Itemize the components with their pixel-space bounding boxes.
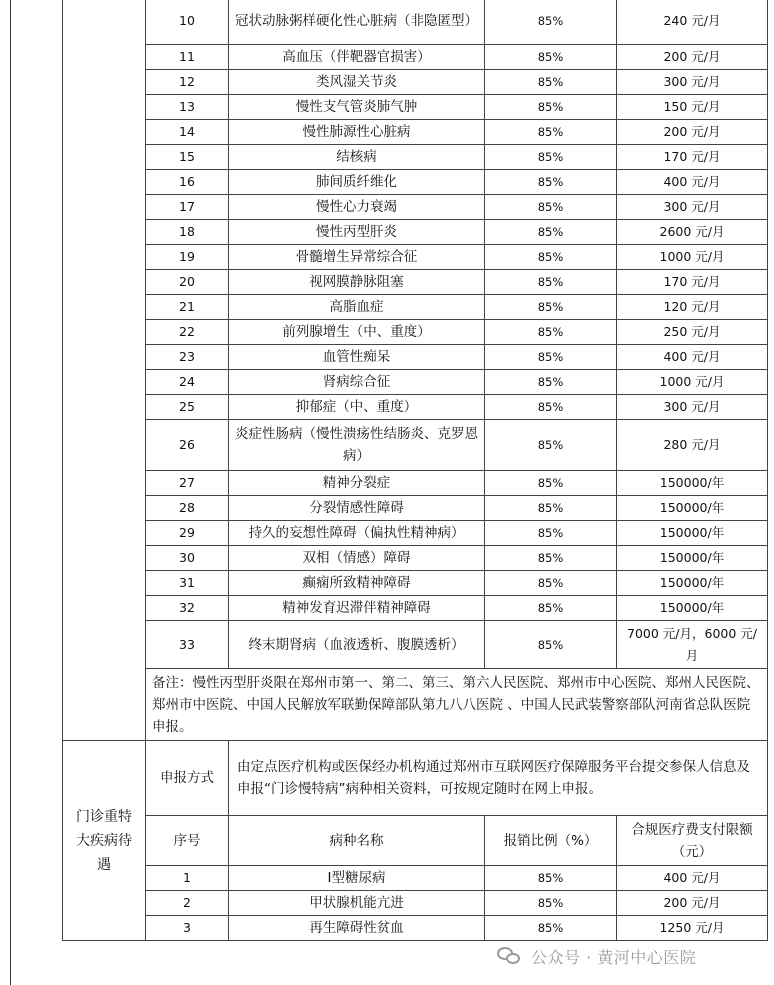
- row-ratio: 85%: [485, 145, 617, 170]
- row-no: 21: [146, 295, 229, 320]
- table-row: [63, 891, 768, 916]
- table-row: [63, 70, 768, 95]
- row-name: 终末期肾病（血液透析、腹膜透析）: [229, 621, 485, 669]
- table-body: [63, 0, 768, 941]
- row-no: 31: [146, 571, 229, 596]
- table-row: [63, 571, 768, 596]
- row-limit: 1000 元/月: [617, 245, 768, 270]
- row-name: 高血压（伴靶器官损害）: [229, 45, 485, 70]
- row-name: 精神分裂症: [229, 471, 485, 496]
- row-limit: 400 元/月: [617, 170, 768, 195]
- row-no: 3: [146, 916, 229, 941]
- row-limit: 300 元/月: [617, 195, 768, 220]
- row-name: 分裂情感性障碍: [229, 496, 485, 521]
- row-limit: 300 元/月: [617, 70, 768, 95]
- table-row: [63, 195, 768, 220]
- table-row: [63, 245, 768, 270]
- row-limit: 250 元/月: [617, 320, 768, 345]
- row-name: 肾病综合征: [229, 370, 485, 395]
- wechat-icon: [497, 945, 523, 967]
- row-ratio: 85%: [485, 95, 617, 120]
- table-row: [63, 496, 768, 521]
- row-no: 28: [146, 496, 229, 521]
- watermark: [497, 942, 696, 970]
- apply-row: [63, 741, 768, 816]
- row-limit: 2600 元/月: [617, 220, 768, 245]
- row-limit: 150000/年: [617, 496, 768, 521]
- row-limit: 200 元/月: [617, 120, 768, 145]
- row-ratio: 85%: [485, 195, 617, 220]
- apply-text: 由定点医疗机构或医保经办机构通过郑州市互联网医疗保障服务平台提交参保人信息及申报“门诊慢特病”病种相关资料，可按规定随时在网上申报。: [229, 741, 768, 816]
- table-row: [63, 270, 768, 295]
- category-spacer-cell: [63, 0, 146, 741]
- row-no: 13: [146, 95, 229, 120]
- row-name: 结核病: [229, 145, 485, 170]
- table-row: [63, 170, 768, 195]
- disease-reimbursement-table: [62, 0, 768, 941]
- row-ratio: 85%: [485, 496, 617, 521]
- header-name: 病种名称: [229, 816, 485, 866]
- table-row: [63, 420, 768, 471]
- row-name: 肺间质纤维化: [229, 170, 485, 195]
- row-no: 15: [146, 145, 229, 170]
- row-ratio: 85%: [485, 395, 617, 420]
- table-row: [63, 95, 768, 120]
- row-limit: 1000 元/月: [617, 370, 768, 395]
- row-limit: 280 元/月: [617, 420, 768, 471]
- apply-label: 申报方式: [146, 741, 229, 816]
- row-ratio: 85%: [485, 320, 617, 345]
- row-no: 1: [146, 866, 229, 891]
- row-limit: 150 元/月: [617, 95, 768, 120]
- row-ratio: 85%: [485, 220, 617, 245]
- header-ratio: 报销比例（%）: [485, 816, 617, 866]
- row-name: 慢性丙型肝炎: [229, 220, 485, 245]
- row-no: 26: [146, 420, 229, 471]
- row-no: 22: [146, 320, 229, 345]
- row-name: 慢性肺源性心脏病: [229, 120, 485, 145]
- table-row: [63, 45, 768, 70]
- row-name: 高脂血症: [229, 295, 485, 320]
- row-limit: 150000/年: [617, 596, 768, 621]
- table-row: [63, 220, 768, 245]
- row-name: Ⅰ型糖尿病: [229, 866, 485, 891]
- row-name: 精神发育迟滞伴精神障碍: [229, 596, 485, 621]
- note-row: [63, 669, 768, 741]
- row-ratio: 85%: [485, 546, 617, 571]
- table-row: [63, 621, 768, 669]
- table-row: [63, 345, 768, 370]
- row-limit: 400 元/月: [617, 345, 768, 370]
- row-name: 甲状腺机能亢进: [229, 891, 485, 916]
- row-limit: 400 元/月: [617, 866, 768, 891]
- row-ratio: 85%: [485, 245, 617, 270]
- table-row: [63, 295, 768, 320]
- row-limit: 240 元/月: [617, 0, 768, 45]
- row-limit: 200 元/月: [617, 45, 768, 70]
- row-no: 12: [146, 70, 229, 95]
- row-no: 24: [146, 370, 229, 395]
- row-no: 14: [146, 120, 229, 145]
- row-limit: 150000/年: [617, 521, 768, 546]
- category-cell: 门诊重特大疾病待遇: [63, 741, 146, 941]
- row-name: 再生障碍性贫血: [229, 916, 485, 941]
- row-no: 17: [146, 195, 229, 220]
- row-ratio: 85%: [485, 295, 617, 320]
- table-row: [63, 120, 768, 145]
- row-name: 癫痫所致精神障碍: [229, 571, 485, 596]
- row-ratio: 85%: [485, 345, 617, 370]
- watermark-text: 公众号 · 黄河中心医院: [531, 947, 697, 967]
- row-ratio: 85%: [485, 370, 617, 395]
- row-name: 前列腺增生（中、重度）: [229, 320, 485, 345]
- row-limit: 200 元/月: [617, 891, 768, 916]
- row-limit: 7000 元/月，6000 元/月: [617, 621, 768, 669]
- row-ratio: 85%: [485, 891, 617, 916]
- row-name: 持久的妄想性障碍（偏执性精神病）: [229, 521, 485, 546]
- row-ratio: 85%: [485, 420, 617, 471]
- row-no: 25: [146, 395, 229, 420]
- row-no: 29: [146, 521, 229, 546]
- row-ratio: 85%: [485, 120, 617, 145]
- row-limit: 150000/年: [617, 471, 768, 496]
- row-ratio: 85%: [485, 45, 617, 70]
- row-name: 视网膜静脉阻塞: [229, 270, 485, 295]
- table-row: [63, 145, 768, 170]
- row-no: 30: [146, 546, 229, 571]
- row-ratio: 85%: [485, 70, 617, 95]
- row-ratio: 85%: [485, 471, 617, 496]
- table-row: [63, 866, 768, 891]
- row-ratio: 85%: [485, 916, 617, 941]
- row-name: 冠状动脉粥样硬化性心脏病（非隐匿型）: [229, 0, 485, 45]
- row-name: 慢性支气管炎肺气肿: [229, 95, 485, 120]
- row-limit: 170 元/月: [617, 145, 768, 170]
- header-row: [63, 816, 768, 866]
- row-limit: 170 元/月: [617, 270, 768, 295]
- row-name: 双相（情感）障碍: [229, 546, 485, 571]
- row-name: 骨髓增生异常综合征: [229, 245, 485, 270]
- row-name: 慢性心力衰竭: [229, 195, 485, 220]
- row-name: 类风湿关节炎: [229, 70, 485, 95]
- page-left-rule: [10, 0, 11, 985]
- row-no: 32: [146, 596, 229, 621]
- row-limit: 150000/年: [617, 571, 768, 596]
- table-row: [63, 471, 768, 496]
- table-row: [63, 320, 768, 345]
- header-limit: 合规医疗费支付限额（元）: [617, 816, 768, 866]
- table-row: [63, 596, 768, 621]
- row-no: 18: [146, 220, 229, 245]
- row-limit: 120 元/月: [617, 295, 768, 320]
- row-name: 血管性痴呆: [229, 345, 485, 370]
- note-text: 备注：慢性丙型肝炎限在郑州市第一、第二、第三、第六人民医院、郑州市中心医院、郑州人民医院、郑州市中医院、中国人民解放军联勤保障部队第九八八医院 、中国人民武装警察部队河南省总队医院申报。: [146, 669, 768, 741]
- row-name: 炎症性肠病（慢性溃疡性结肠炎、克罗恩病）: [229, 420, 485, 471]
- table-row: [63, 0, 768, 45]
- row-limit: 1250 元/月: [617, 916, 768, 941]
- row-name: 抑郁症（中、重度）: [229, 395, 485, 420]
- row-ratio: 85%: [485, 596, 617, 621]
- row-ratio: 85%: [485, 521, 617, 546]
- row-no: 2: [146, 891, 229, 916]
- row-ratio: 85%: [485, 270, 617, 295]
- row-limit: 300 元/月: [617, 395, 768, 420]
- row-ratio: 85%: [485, 866, 617, 891]
- row-ratio: 85%: [485, 170, 617, 195]
- table-row: [63, 546, 768, 571]
- row-no: 19: [146, 245, 229, 270]
- row-no: 10: [146, 0, 229, 45]
- row-no: 16: [146, 170, 229, 195]
- header-no: 序号: [146, 816, 229, 866]
- row-no: 11: [146, 45, 229, 70]
- table-row: [63, 521, 768, 546]
- table-row: [63, 916, 768, 941]
- row-ratio: 85%: [485, 621, 617, 669]
- table-row: [63, 395, 768, 420]
- table-row: [63, 370, 768, 395]
- row-no: 20: [146, 270, 229, 295]
- row-ratio: 85%: [485, 0, 617, 45]
- row-limit: 150000/年: [617, 546, 768, 571]
- row-no: 27: [146, 471, 229, 496]
- row-no: 33: [146, 621, 229, 669]
- row-ratio: 85%: [485, 571, 617, 596]
- row-no: 23: [146, 345, 229, 370]
